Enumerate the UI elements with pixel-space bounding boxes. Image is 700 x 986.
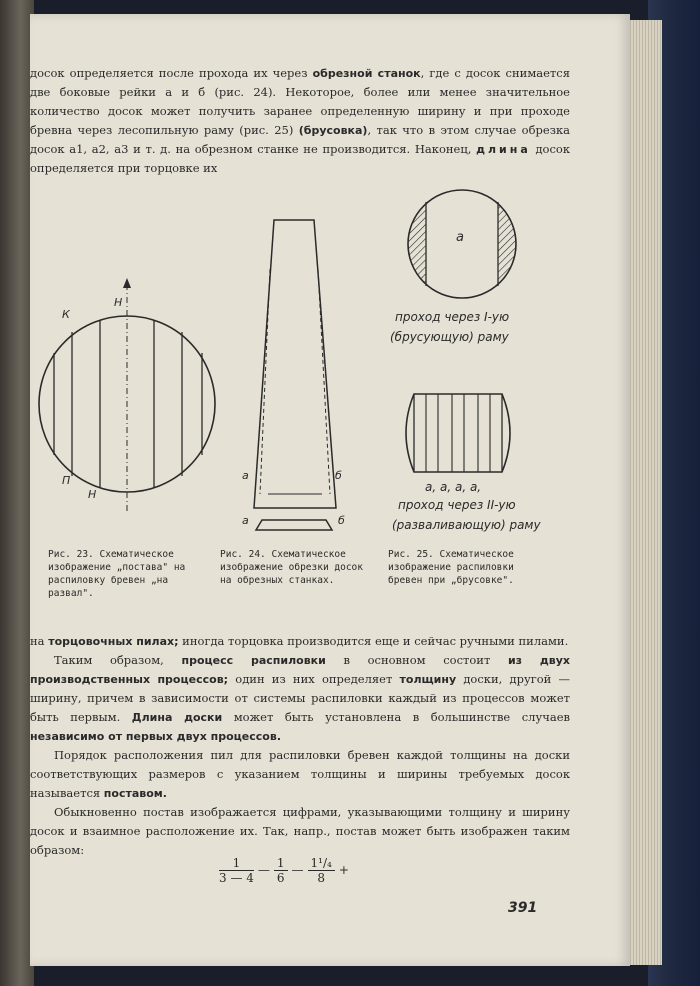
fig25-label-a: а (456, 230, 464, 245)
text-run: независимо от первых двух процессов. (30, 730, 282, 743)
caption-fig-25: Рис. 25. Схематическое изображение распиловки бревен при „брусовке". (388, 549, 514, 586)
text-run: (брусовка) (298, 124, 368, 137)
fraction-3: $\frac{\text{1¹/₄}}{8}$ (308, 856, 335, 885)
text-run: , так что в этом случае обрезка досок а1, а2, а3 и т. д. на обрезном станке не производится. Наконец, (30, 123, 571, 156)
fig24-label-a: а (242, 469, 249, 482)
text-run: Обыкновенно постав изображается цифрами, указывающими толщину и ширину досок и взаимное расположение их. Так, напр., постав может быть изображен таким образом: (30, 805, 570, 857)
paragraph-2 (30, 632, 570, 651)
fig23-label-p: П (62, 474, 71, 487)
text-run: из двух производственных процессов; (30, 654, 570, 686)
paragraph-4 (30, 746, 570, 803)
text-run: обрезной станок (312, 67, 421, 80)
fig25-subscripts: а, а, а, а, (425, 480, 482, 494)
operator-3: + (338, 863, 349, 877)
fig23-label-n: Н (114, 296, 123, 309)
text-bottom (30, 632, 570, 860)
paragraph-3 (30, 651, 570, 746)
text-run: толщину (399, 673, 457, 686)
text-run: досок определяется после прохода их через (30, 66, 313, 80)
operator-1: — (257, 863, 270, 877)
fig25-note-2-line-1: проход через II-ую (398, 498, 516, 512)
text-run: , где с досок снимается две боковые рейки а и б (рис. 24). Некоторое, более или менее значительное количество досок может получить заранее определенную ширину и при проходе бревна через лесопильную раму (рис. 25) (30, 66, 570, 137)
paragraph-5 (30, 803, 570, 860)
formula (215, 856, 349, 885)
caption-fig-23: Рис. 23. Схематическое изображение „постава" на распиловку бревен „на развал". (48, 549, 186, 599)
text-run: Таким образом, (54, 653, 182, 667)
fig25-note-2-line-2: (разваливающую) раму (392, 518, 541, 532)
figure-24 (252, 214, 342, 544)
figure-25-bottom (400, 390, 516, 476)
paragraph-1 (30, 64, 570, 178)
fig24-label-a2: а (242, 514, 249, 527)
text-run: Порядок расположения пил для распиловки бревен каждой толщины на доски соответствующих размеров с указанием толщины и ширины требуемых досок называется (30, 748, 570, 800)
operator-2: — (291, 863, 304, 877)
text-run: досок определяется при торцовке их (30, 142, 571, 175)
text-run: один из них определяет (228, 672, 400, 686)
fig23-label-k: К (62, 308, 70, 321)
text-run: на (30, 634, 49, 648)
page-edges (628, 20, 662, 965)
text-run: доски, другой — ширину, причем в зависимости от системы распиловки каждый из процессов может быть первым. (30, 672, 571, 724)
text-run: Длина доски (131, 711, 223, 724)
text-top (30, 64, 570, 178)
fig25-note-1-line-1: проход через I-ую (395, 310, 510, 324)
text-run: иногда торцовка производится еще и сейчас ручными пилами. (178, 634, 569, 648)
fig23-label-n2: Н (88, 488, 97, 501)
fig25-note-1-line-2: (брусующую) раму (390, 330, 509, 344)
caption-fig-24: Рис. 24. Схематическое изображение обрезки досок на обрезных станках. (220, 549, 363, 586)
book-binding-left (0, 0, 34, 986)
text-run: может быть установлена в большинстве случаев (222, 710, 570, 724)
text-run: в основном состоит (325, 653, 508, 667)
fraction-2: $\frac{1}{6}$ (274, 856, 288, 885)
fraction-1: $\frac{1}{3 — 4}$ (219, 856, 254, 885)
page-number: 391 (508, 900, 538, 916)
text-run: торцовочных пилах; (48, 635, 179, 648)
text-run: процесс распиловки (181, 654, 326, 667)
fig24-label-b: б (335, 469, 342, 482)
fig24-label-b2: б (338, 514, 345, 527)
book-page (30, 14, 630, 966)
text-run: поставом. (103, 787, 167, 800)
text-run: длина (476, 143, 531, 156)
